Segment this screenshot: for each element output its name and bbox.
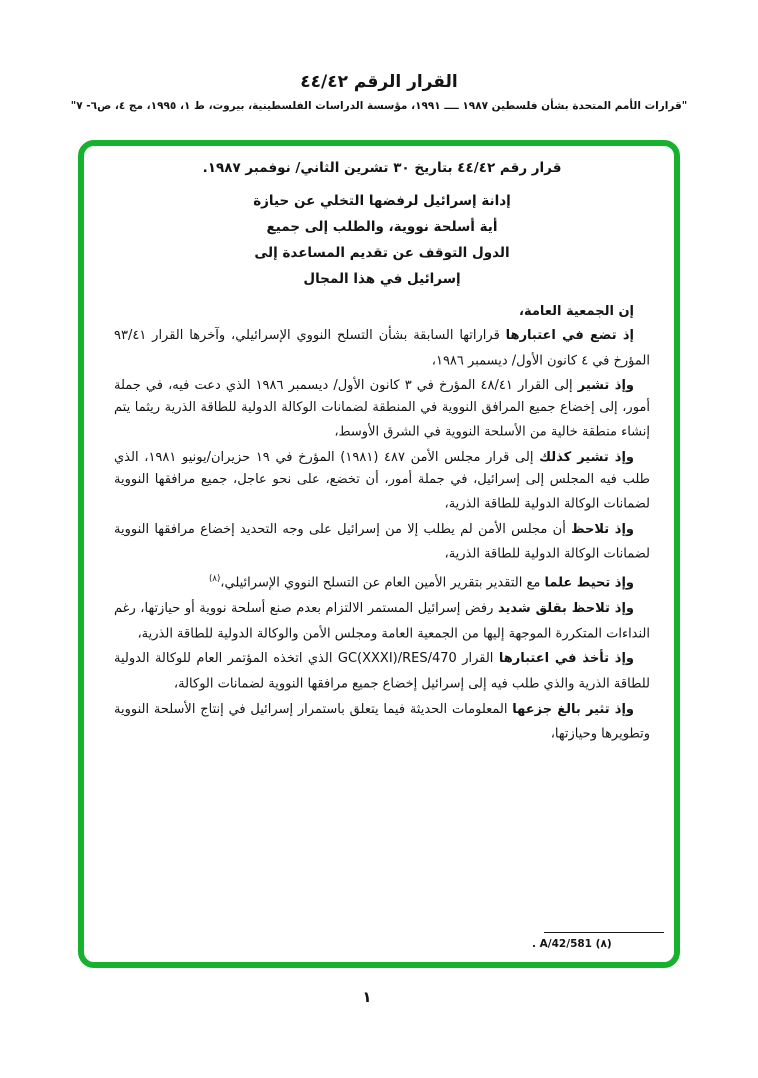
resolution-green-frame bbox=[78, 140, 680, 968]
paragraph-lead: وإذ تلاحظ بقلق شديد bbox=[497, 601, 635, 617]
paragraph-text: المعلومات الحديثة فيما يتعلق باستمرار إسرائيل في إنتاج الأسلحة النووية وتطويرها وحيازتها، bbox=[114, 701, 650, 742]
paragraph-lead: وإذ تثير بالغ جزعها bbox=[512, 701, 634, 717]
document-title: القرار الرقم ٤٤/٤٢ bbox=[300, 72, 458, 92]
paragraph-lead: وإذ تشير bbox=[577, 378, 634, 394]
paragraph-text: أن مجلس الأمن لم يطلب إلا من إسرائيل على وجه التحديد إخضاع مرافقها النووية لضمانات الوكالة الدولية للطاقة الذرية، bbox=[114, 521, 650, 562]
preamble-paragraph bbox=[114, 699, 650, 745]
preamble-paragraph bbox=[114, 375, 650, 443]
paragraph-lead: إذ تضع في اعتبارها bbox=[505, 328, 634, 343]
preamble-opening: إن الجمعية العامة، bbox=[519, 304, 634, 319]
preamble-paragraph bbox=[114, 569, 650, 594]
page-number: ١ bbox=[362, 988, 372, 1006]
paragraph-text: إلى قرار مجلس الأمن ٤٨٧ (١٩٨١) المؤرخ في ١٩ حزيران/يونيو ١٩٨١، الذي طلب فيه المجلس إلى إسرائيل، في جملة أمور، أن تخضع، على نحو عاجل، جميع مرافقها النووية لضمانات الوكالة الدولية للطاقة الذرية، bbox=[114, 450, 650, 512]
resolution-heading-line: الدول التوقف عن تقديم المساعدة إلى bbox=[254, 245, 510, 261]
paragraph-lead: وإذ تحيط علما bbox=[544, 575, 634, 591]
preamble-paragraph bbox=[114, 648, 650, 694]
preamble-paragraph bbox=[114, 325, 650, 371]
paragraph-text: مع التقدير بتقرير الأمين العام عن التسلح النووي الإسرائيلي، bbox=[220, 575, 545, 591]
source-citation-line: "قرارات الأمم المتحدة بشأن فلسطين ١٩٨٧ ــــ ١٩٩١، مؤسسة الدراسات الفلسطينية، بيروت، ط ١، ١٩٩٥، مج ٤، ص٦- ٧" bbox=[70, 100, 688, 112]
preamble-paragraph bbox=[114, 447, 650, 515]
resolution-date-line: قرار رقم ٤٤/٤٢ بتاريخ ٣٠ تشرين الثاني/ نوفمبر ١٩٨٧. bbox=[202, 160, 562, 176]
paragraph-lead: وإذ تلاحظ bbox=[571, 521, 634, 537]
footnote-reference: (٨) A/42/581 . bbox=[532, 938, 612, 950]
footnote-block bbox=[532, 932, 664, 950]
paragraph-text: قراراتها السابقة بشأن التسلح النووي الإسرائيلي، وآخرها القرار ٩٣/٤١ المؤرخ في ٤ كانون الأول/ ديسمبر ١٩٨٦، bbox=[114, 328, 650, 368]
preamble-paragraph bbox=[114, 519, 650, 565]
footnote-marker: (٨) bbox=[209, 574, 221, 585]
resolution-heading-line: إدانة إسرائيل لرفضها التخلي عن حيازة bbox=[253, 193, 511, 209]
resolution-heading bbox=[114, 188, 650, 292]
paragraph-text: إلى القرار ٤٨/٤١ المؤرخ في ٣ كانون الأول/ ديسمبر ١٩٨٦ الذي دعت فيه، في جملة أمور، إلى إخضاع جميع المرافق النووية في المنطقة لضمانات الوكالة الدولية للطاقة الذرية ريثما يتم إنشاء منطقة خالية من الأسلحة النووية في الشرق الأوسط، bbox=[114, 378, 650, 440]
paragraph-text: رفض إسرائيل المستمر الالتزام بعدم صنع أسلحة نووية أو حيازتها، رغم النداءات المتكررة الموجهة إليها من الجمعية العامة ومجلس الأمن والوكالة الدولية للطاقة الذرية، bbox=[114, 601, 650, 641]
resolution-heading-line: إسرائيل في هذا المجال bbox=[303, 271, 461, 287]
footnote-divider bbox=[544, 932, 664, 933]
paragraph-text: القرار GC(XXXI)/RES/470 الذي اتخذه المؤتمر العام للوكالة الدولية للطاقة الذرية والذي طلب فيه إلى إسرائيل إخضاع جميع مرافقها النووية لضمانات الوكالة، bbox=[114, 651, 650, 692]
preamble-paragraph bbox=[114, 598, 650, 644]
resolution-heading-line: أية أسلحة نووية، والطلب إلى جميع bbox=[266, 219, 498, 235]
paragraph-lead: وإذ تأخذ في اعتبارها bbox=[498, 651, 634, 667]
paragraph-lead: وإذ تشير كذلك bbox=[539, 450, 634, 466]
